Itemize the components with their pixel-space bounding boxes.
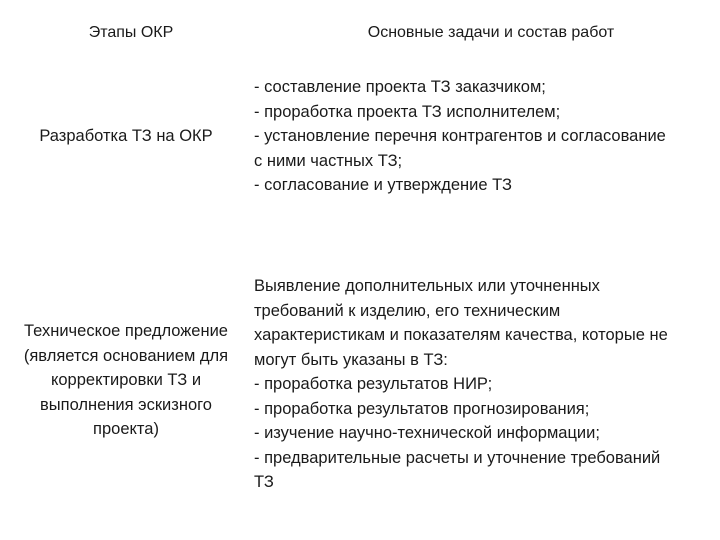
task-line: - составление проекта ТЗ заказчиком; bbox=[254, 78, 546, 96]
task-line: - изучение научно-технической информации; bbox=[254, 424, 600, 442]
stage-line: Разработка ТЗ на ОКР bbox=[39, 127, 213, 145]
tasks-cell-tz-development bbox=[254, 75, 716, 198]
task-line: могут быть указаны в ТЗ: bbox=[254, 350, 448, 369]
task-line: - предварительные расчеты и уточнение требований bbox=[254, 448, 661, 467]
stage-cell-technical-proposal bbox=[0, 319, 252, 442]
stage-line: корректировки ТЗ и bbox=[50, 371, 202, 389]
task-line: - проработка результатов НИР; bbox=[254, 375, 493, 393]
stage-line: Техническое предложение bbox=[24, 322, 228, 340]
stage-line: (является основанием для bbox=[23, 346, 229, 365]
task-line: - согласование и утверждение ТЗ bbox=[254, 176, 512, 194]
task-line: - проработка проекта ТЗ исполнителем; bbox=[254, 102, 561, 121]
task-line: - установление перечня контрагентов и согласование bbox=[254, 127, 666, 145]
stage-cell-tz-development bbox=[0, 124, 252, 149]
stage-line: выполнения эскизного bbox=[40, 395, 212, 414]
task-line: характеристикам и показателям качества, которые не bbox=[254, 326, 668, 344]
task-line: Выявление дополнительных или уточненных bbox=[254, 277, 600, 295]
task-line: ТЗ bbox=[254, 473, 274, 491]
task-line: с ними частных ТЗ; bbox=[254, 151, 403, 170]
stage-line: проекта) bbox=[93, 420, 159, 438]
tasks-column-header: Основные задачи и состав работ bbox=[367, 24, 615, 41]
task-line: требований к изделию, его техническим bbox=[254, 301, 561, 320]
task-line: - проработка результатов прогнозирования; bbox=[254, 399, 590, 418]
stages-column-header: Этапы ОКР bbox=[88, 24, 174, 41]
tasks-cell-technical-proposal bbox=[254, 274, 716, 495]
